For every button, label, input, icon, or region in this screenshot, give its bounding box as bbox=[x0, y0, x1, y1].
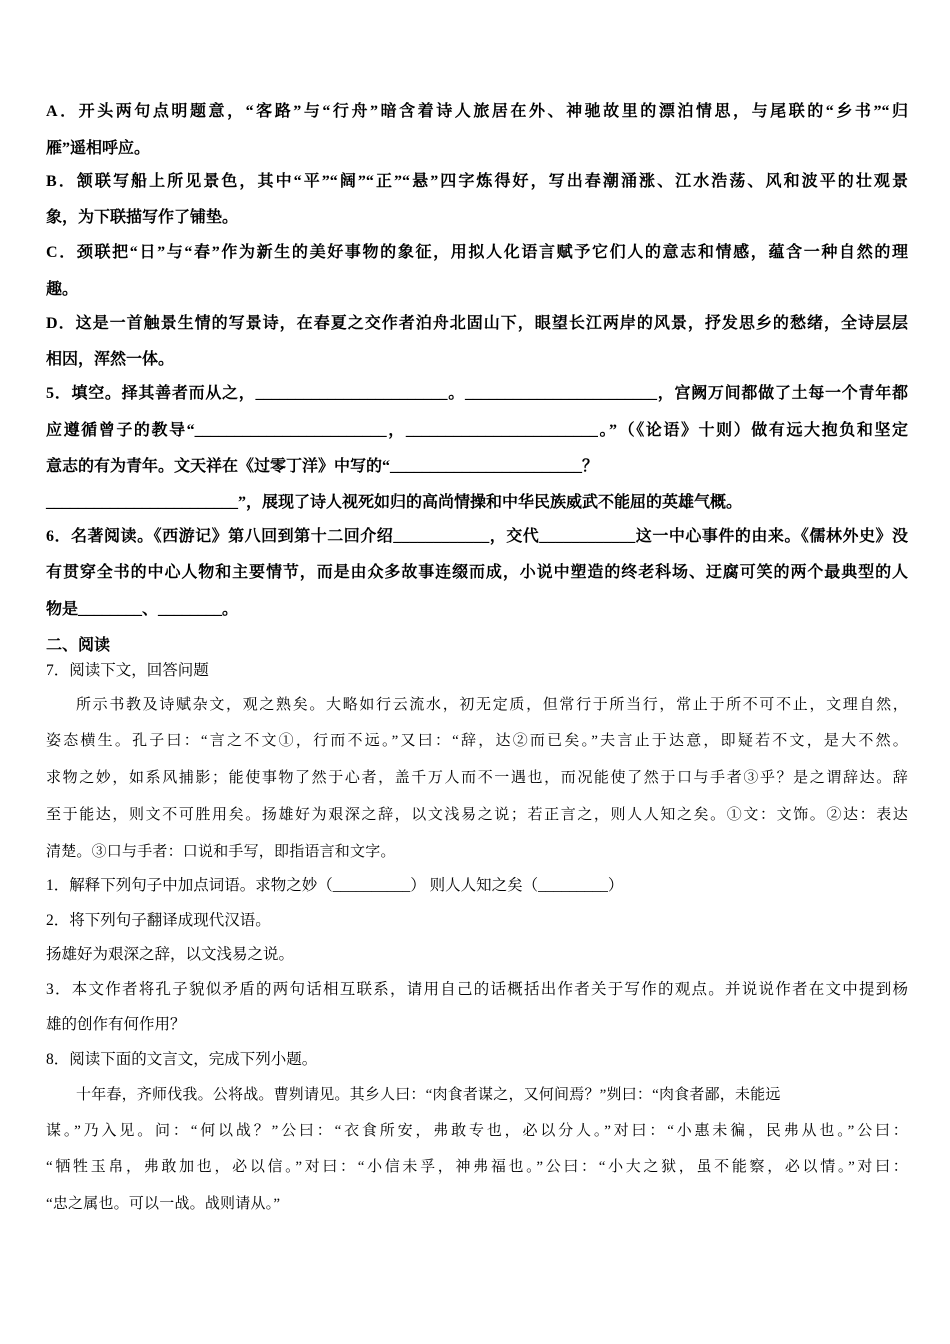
question-6-line: 6．名著阅读。《西游记》第八回到第十二回介绍____________，交代____________这一中心事件的由来。《儒林外史》没 bbox=[46, 528, 908, 545]
subquestion-line: 雄的创作有何作用？ bbox=[46, 1016, 186, 1033]
option-c-line: 趣。 bbox=[46, 281, 79, 298]
option-d-line: 相因，浑然一体。 bbox=[46, 351, 175, 368]
passage-7-line: 所示书教及诗赋杂文，观之熟矣。大略如行云流水，初无定质，但常行于所当行，常止于所不可不止，文理自然， bbox=[76, 697, 908, 713]
question-5-line: 意志的有为青年。文天祥在《过零丁洋》中写的“________________________？ bbox=[46, 458, 599, 475]
subquestion-line: 3．本文作者将孔子貌似矛盾的两句话相互联系，请用自己的话概括出作者关于写作的观点。并说说作者在文中提到杨 bbox=[46, 981, 908, 998]
option-a-line: 雁”遥相呼应。 bbox=[46, 140, 151, 157]
passage-7-line: 清楚。③口与手者：口说和手写，即指语言和文字。 bbox=[46, 844, 396, 860]
question-7-title: 7．阅读下文，回答问题 bbox=[46, 662, 209, 679]
question-8-title: 8．阅读下面的文言文，完成下列小题。 bbox=[46, 1051, 318, 1068]
question-5-line: 5．填空。择其善者而从之，________________________。________________________，宫阙万间都做了土每一个青年都 bbox=[46, 385, 908, 402]
option-b-line: B．颔联写船上所见景色，其中“平”“阔”“正”“悬”四字炼得好，写出春潮涌涨、江水浩荡、风和波平的壮观景 bbox=[46, 173, 908, 190]
option-c-line: C．颈联把“日”与“春”作为新生的美好事物的象征，用拟人化语言赋予它们人的意志和情感，蕴含一种自然的理 bbox=[46, 244, 908, 261]
option-b-line: 象，为下联描写作了铺垫。 bbox=[46, 209, 239, 226]
passage-8-line: 谋。”乃入见。问：“何以战？”公曰：“衣食所安，弗敢专也，必以分人。”对曰：“小惠未徧，民弗从也。”公曰： bbox=[46, 1123, 908, 1139]
question-6-line: 物是________、________。 bbox=[46, 601, 239, 618]
passage-8-line: “忠之属也。可以一战。战则请从。” bbox=[46, 1196, 281, 1212]
subquestion-line: 1．解释下列句子中加点词语。求物之妙（__________） 则人人知之矣（_________） bbox=[46, 877, 624, 894]
question-5-line: ________________________”，展现了诗人视死如归的高尚情操和中华民族威武不能屈的英雄气概。 bbox=[46, 494, 743, 511]
section-heading: 二、阅读 bbox=[46, 637, 111, 654]
passage-7-line: 姿态横生。孔子曰：“言之不文①，行而不远。”又曰：“辞，达②而已矣。”夫言止于达意，即疑若不文，是大不然。 bbox=[46, 733, 908, 749]
passage-8-line: 十年春，齐师伐我。公将战。曹刿请见。其乡人曰：“肉食者谋之，又何间焉？”刿曰：“肉食者鄙，未能远 bbox=[76, 1087, 781, 1103]
passage-7-line: 求物之妙，如系风捕影；能使事物了然于心者，盖千万人而不一遇也，而况能使了然于口与手者③乎？是之谓辞达。辞 bbox=[46, 770, 908, 786]
passage-7-line: 至于能达，则文不可胜用矣。扬雄好为艰深之辞，以文浅易之说；若正言之，则人人知之矣。①文：文饰。②达：表达 bbox=[46, 807, 908, 823]
subquestion-line: 扬雄好为艰深之辞，以文浅易之说。 bbox=[46, 946, 295, 963]
question-6-line: 有贯穿全书的中心人物和主要情节，而是由众多故事连缀而成，小说中塑造的终老科场、迂腐可笑的两个最典型的人 bbox=[46, 564, 908, 581]
subquestion-line: 2．将下列句子翻译成现代汉语。 bbox=[46, 912, 271, 929]
passage-8-line: “牺牲玉帛，弗敢加也，必以信。”对曰：“小信未孚，神弗福也。”公曰：“小大之狱，虽不能察，必以情。”对曰： bbox=[46, 1159, 908, 1175]
option-a-line: A．开头两句点明题意，“客路”与“行舟”暗含着诗人旅居在外、神驰故里的漂泊情思，与尾联的“乡书”“归 bbox=[46, 103, 908, 120]
option-d-line: D．这是一首触景生情的写景诗，在春夏之交作者泊舟北固山下，眼望长江两岸的风景，抒发思乡的愁绪，全诗层层 bbox=[46, 315, 908, 332]
question-5-line: 应遵循曾子的教导“________________________，________________________。”（《论语》十则）做有远大抱负和坚定 bbox=[46, 422, 908, 439]
